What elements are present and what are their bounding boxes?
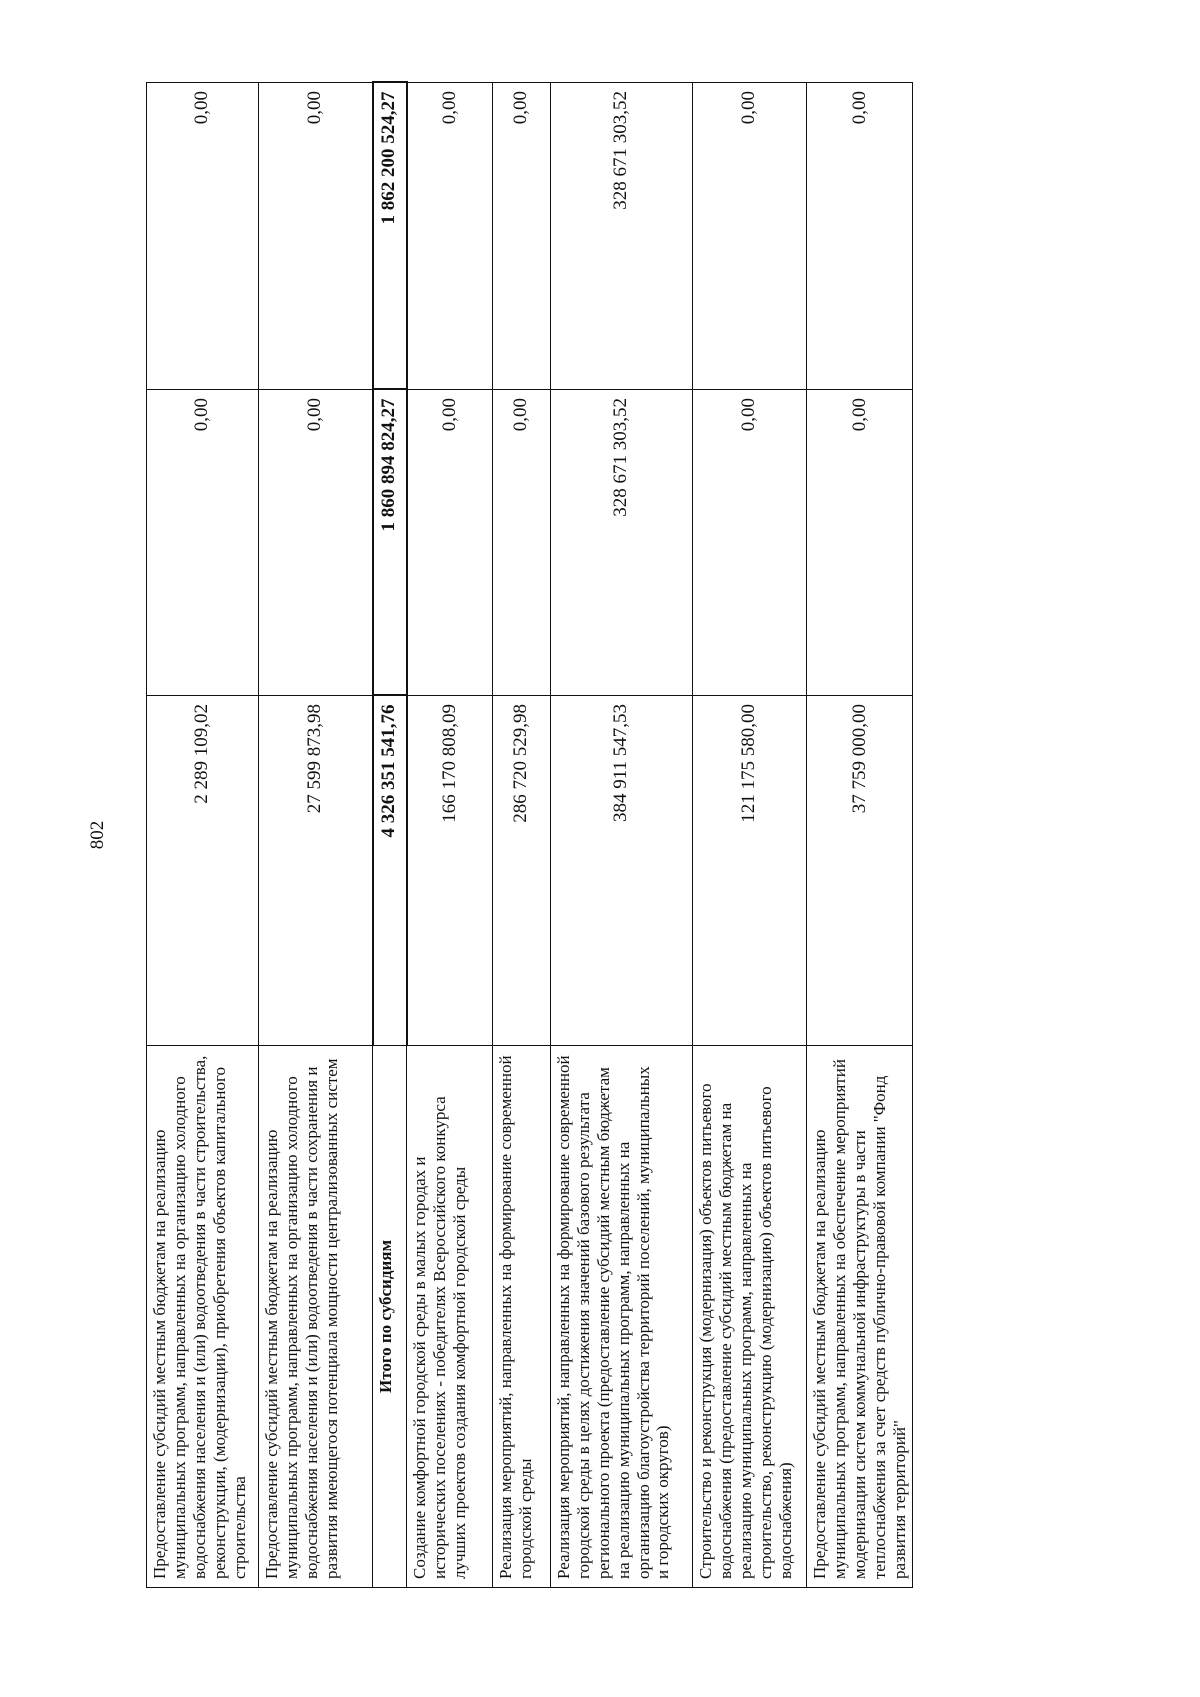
row-value-3: 0,00: [807, 83, 913, 390]
row-value-1: 286 720 529,98: [493, 696, 551, 1046]
row-value-1: 384 911 547,53: [551, 696, 693, 1046]
table-row: [807, 83, 913, 1588]
row-value-2: 0,00: [807, 390, 913, 696]
row-value-3: 0,00: [147, 83, 259, 390]
table-row: [551, 83, 693, 1588]
row-value-2: 328 671 303,52: [551, 390, 693, 696]
row-description: Реализация мероприятий, направленных на формирование современной городской среды в целях достижения значений базового результата регионального проекта (предоставление субсидий местным бюджетам на реализацию муниципальных программ, направленных на организацию благоустройства территорий поселений, муниципальных и городских округов): [551, 1046, 693, 1588]
row-value-2: 0,00: [407, 390, 493, 696]
table-row: [147, 83, 259, 1588]
row-value-1: 27 599 873,98: [259, 696, 373, 1046]
total-row: [373, 83, 407, 1588]
table-row: [407, 83, 493, 1588]
row-description: Строительство и реконструкция (модернизация) объектов питьевого водоснабжения (предоставление субсидий местным бюджетам на реализацию муниципальных программ, направленных на строительство, реконструкцию (модернизацию) объектов питьевого водоснабжения): [693, 1046, 807, 1588]
row-value-3: 0,00: [259, 83, 373, 390]
row-description: Реализация мероприятий, направленных на формирование современной городской среды: [493, 1046, 551, 1588]
row-value-1: 166 170 808,09: [407, 696, 493, 1046]
row-value-3: 328 671 303,52: [551, 83, 693, 390]
total-value-3: 1 862 200 524,27: [373, 83, 407, 390]
row-value-2: 0,00: [147, 390, 259, 696]
row-description: Предоставление субсидий местным бюджетам на реализацию муниципальных программ, направленных на организацию холодного водоснабжения населения и (или) водоотведения в части сохранения и развития имеющегося потенциала мощности централизованных систем: [259, 1046, 373, 1588]
rotated-table-wrapper: [146, 83, 912, 1588]
row-description: Предоставление субсидий местным бюджетам на реализацию муниципальных программ, направленных на организацию холодного водоснабжения населения и (или) водоотведения в части строительства, реконструкции, (модернизации), приобретения объектов капитального строительства: [147, 1046, 259, 1588]
row-value-1: 121 175 580,00: [693, 696, 807, 1046]
row-value-1: 37 759 000,00: [807, 696, 913, 1046]
table-row: [259, 83, 373, 1588]
row-value-3: 0,00: [493, 83, 551, 390]
row-value-3: 0,00: [407, 83, 493, 390]
table-row: [693, 83, 807, 1588]
total-label: Итого по субсидиям: [373, 1046, 407, 1588]
total-value-1: 4 326 351 541,76: [373, 696, 407, 1046]
page-number: 802: [87, 820, 108, 850]
subsidies-table: [146, 82, 913, 1589]
row-value-2: 0,00: [493, 390, 551, 696]
total-value-2: 1 860 894 824,27: [373, 390, 407, 696]
row-value-1: 2 289 109,02: [147, 696, 259, 1046]
row-description: Предоставление субсидий местным бюджетам на реализацию муниципальных программ, направленных на обеспечение мероприятий модернизации систем коммунальной инфраструктуры в части теплоснабжения за счет средств публично-правовой компании "Фонд развития территорий": [807, 1046, 913, 1588]
row-value-2: 0,00: [259, 390, 373, 696]
row-description: Создание комфортной городской среды в малых городах и исторических поселениях - победителях Всероссийского конкурса лучших проектов создания комфортной городской среды: [407, 1046, 493, 1588]
row-value-2: 0,00: [693, 390, 807, 696]
row-value-3: 0,00: [693, 83, 807, 390]
table-row: [493, 83, 551, 1588]
